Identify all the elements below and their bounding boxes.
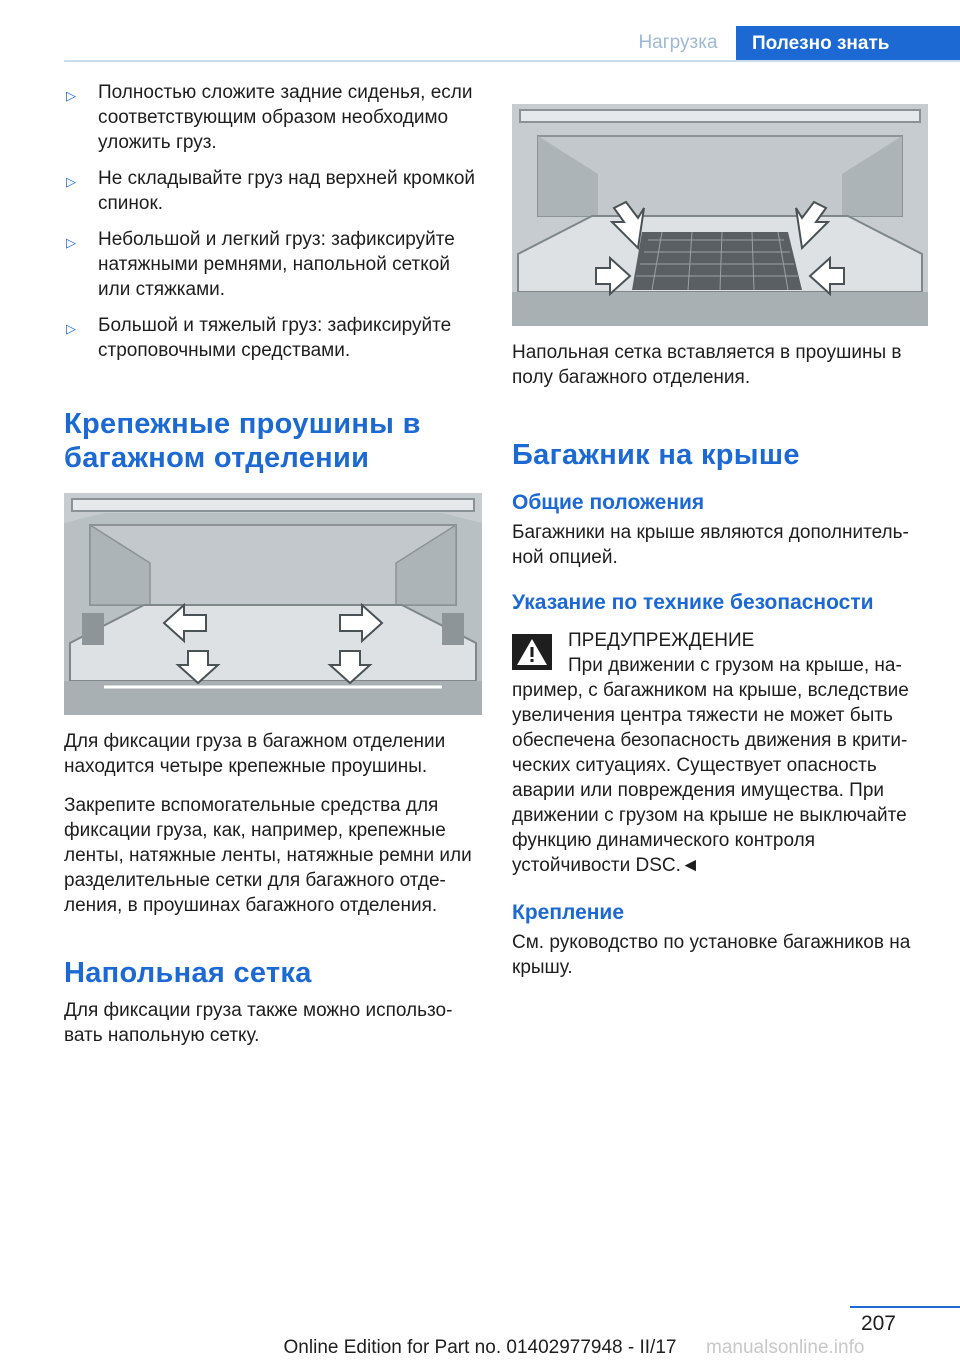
warning-block <box>512 628 932 653</box>
subheading-mounting: Крепление <box>512 901 625 924</box>
warning-title: ПРЕДУПРЕЖДЕНИЕ <box>568 630 755 651</box>
mounting-paragraph: См. руководство по установке багажников на крышу. <box>512 932 911 978</box>
floor-net-svg <box>512 104 928 326</box>
heading-tie-down-eyes: Крепежные проушины в багажном отделении <box>64 408 421 474</box>
warning-triangle-icon <box>512 634 552 670</box>
heading-floor-net: Напольная сетка <box>64 957 312 989</box>
general-paragraph: Багажники на крыше являются дополнительной опцией. <box>512 522 909 568</box>
footer-divider <box>850 1306 960 1308</box>
header-chapter[interactable]: Полезно знать <box>736 26 960 62</box>
list-item: ▷ Не складывайте груз над верхней кромкой спинок. <box>66 168 476 214</box>
floor-net-caption: Напольная сетка вставляется в проушины в полу багажного отделения. <box>512 342 902 388</box>
right-column <box>512 104 932 980</box>
trunk-eyes-svg <box>64 493 482 715</box>
edition-footer: Online Edition for Part no. 01402977948 - II/17 <box>283 1337 677 1358</box>
subheading-general: Общие положения <box>512 491 705 514</box>
list-item: ▷ Большой и тяжелый груз: зафиксируйте строповочными средствами. <box>66 315 452 361</box>
page-number: 207 <box>860 1312 896 1335</box>
triangle-bullet-icon: ▷ <box>66 235 76 250</box>
eyes-paragraph-2: Закрепите вспомогательные средства для фиксации груза, как, например, крепежные ленты, натяжные ленты, натяжные ремни или разделительные сетки для багажного отделения, в проушинах багажного отделения. <box>64 795 472 916</box>
floor-net-illustration <box>512 104 928 326</box>
list-item: ▷ Полностью сложите задние сиденья, если соответствующим образом необходимо уложить груз. <box>66 82 473 153</box>
header-section[interactable]: Нагрузка <box>638 32 718 53</box>
left-column <box>64 80 482 1048</box>
heading-roof-rack: Багажник на крыше <box>512 439 800 471</box>
triangle-bullet-icon: ▷ <box>66 321 76 336</box>
trunk-eyes-illustration <box>64 493 482 715</box>
triangle-bullet-icon: ▷ <box>66 88 76 103</box>
eyes-paragraph-1: Для фиксации груза в багажном отделении находится четыре крепежные проушины. <box>64 731 446 777</box>
floor-net-paragraph: Для фиксации груза также можно использовать напольную сетку. <box>64 1000 453 1046</box>
subheading-safety: Указание по технике безопасности <box>512 591 874 614</box>
list-item: ▷ Небольшой и легкий груз: зафиксируйте натяжными ремнями, напольной сеткой или стяжками. <box>66 229 455 300</box>
bullet-list <box>64 80 482 363</box>
header-divider <box>64 60 960 62</box>
watermark: manualsonline.info <box>706 1337 865 1358</box>
warning-text: При движении с грузом на крыше, например, с багажником на крыше, вследствие увеличения центра тяжести не может быть обеспечена безопасность движения в критических ситуациях. Существует опасность аварии или повреждения имущества. При движении с грузом на крыше не выключайте функцию динамического контроля устойчивости DSC.◄ <box>512 655 909 876</box>
triangle-bullet-icon: ▷ <box>66 174 76 189</box>
